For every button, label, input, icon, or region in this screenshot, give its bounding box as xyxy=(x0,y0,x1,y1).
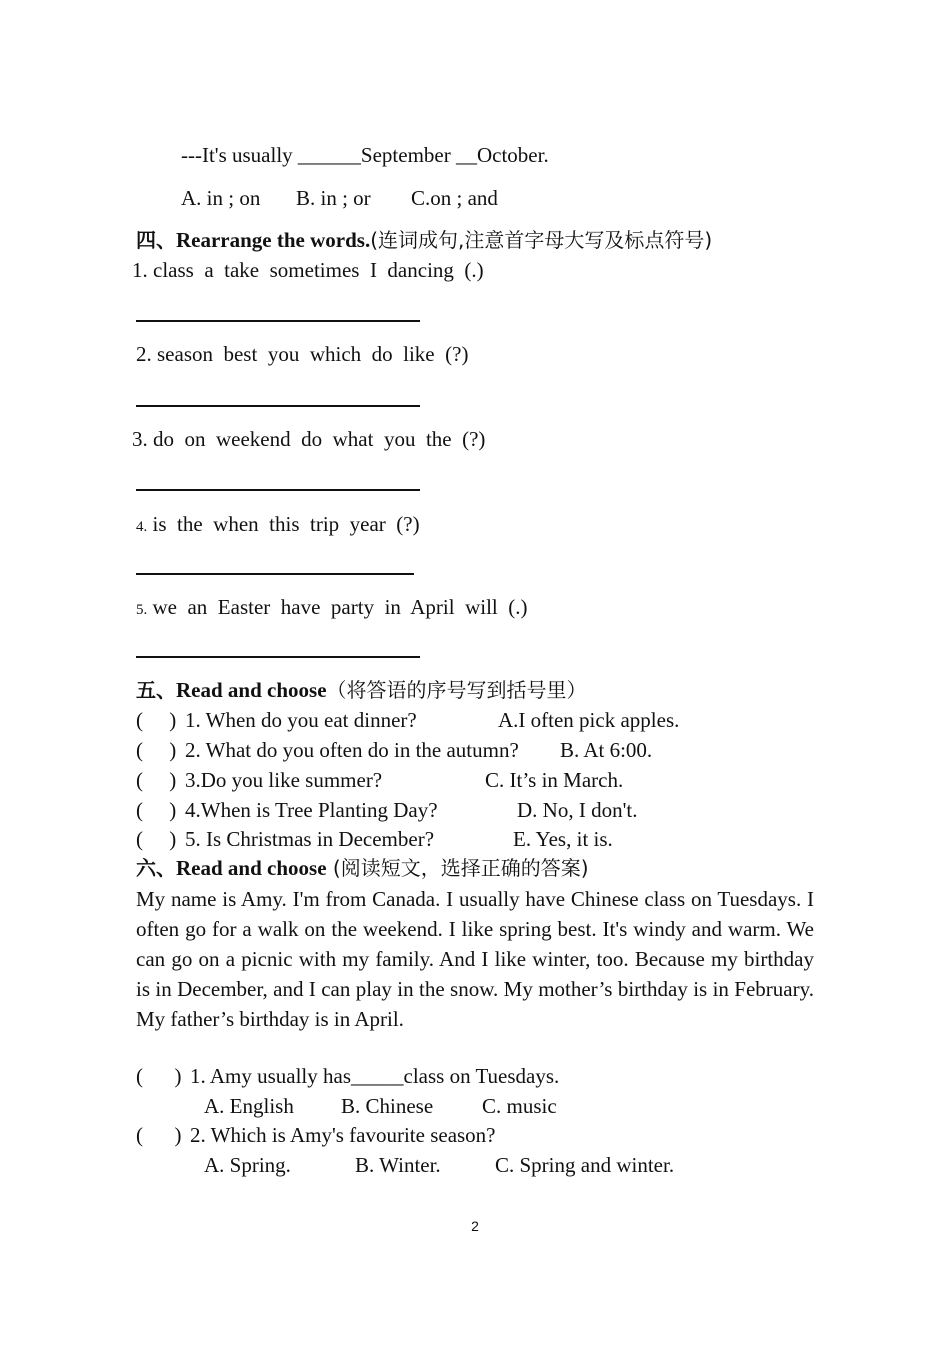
match-answer-c: C. It’s in March. xyxy=(485,768,624,792)
match-question-1: 1. When do you eat dinner? xyxy=(185,708,417,732)
section5-number: 五、 xyxy=(136,678,176,702)
item-number: 4. xyxy=(136,519,148,535)
answer-blank-2[interactable] xyxy=(136,405,420,407)
section6-title: Read and choose xyxy=(176,856,327,880)
rearrange-item-2 xyxy=(136,342,468,366)
reading-q2-option-a: A. Spring. xyxy=(204,1153,291,1177)
match-answer-e: E. Yes, it is. xyxy=(513,827,613,851)
answer-blank-1[interactable] xyxy=(136,320,420,322)
item-words: do on weekend do what you the (?) xyxy=(153,427,486,451)
reading-question-1: 1. Amy usually has_____class on Tuesdays. xyxy=(190,1064,560,1088)
rearrange-item-5 xyxy=(136,595,527,622)
match-bracket-2[interactable]: ( ) xyxy=(136,738,177,762)
item-words: season best you which do like (?) xyxy=(157,342,469,366)
item-words: we an Easter have party in April will (.) xyxy=(152,595,528,619)
match-question-3: 3.Do you like summer? xyxy=(185,768,383,792)
section5-note: （将答语的序号写到括号里） xyxy=(326,678,587,702)
section6-number: 六、 xyxy=(136,856,176,880)
reading-question-2: 2. Which is Amy's favourite season? xyxy=(190,1123,496,1147)
reading-q1-option-a: A. English xyxy=(204,1094,294,1118)
page-number: 2 xyxy=(471,1218,479,1234)
item-words: class a take sometimes I dancing (.) xyxy=(153,258,484,282)
option-c: C.on ; and xyxy=(411,186,498,210)
item-number: 5. xyxy=(136,602,148,618)
option-b: B. in ; or xyxy=(296,186,371,210)
section4-title: Rearrange the words. xyxy=(176,228,371,252)
match-bracket-4[interactable]: ( ) xyxy=(136,798,177,822)
section6-note: (阅读短文，选择正确的答案) xyxy=(326,856,589,880)
section5-heading xyxy=(136,678,587,702)
section5-title: Read and choose xyxy=(176,678,327,702)
match-question-4: 4.When is Tree Planting Day? xyxy=(185,798,438,822)
item-number: 3. xyxy=(132,427,148,451)
match-answer-a: A.I often pick apples. xyxy=(498,708,680,732)
reading-q1-option-c: C. music xyxy=(482,1094,557,1118)
reading-passage: My name is Amy. I'm from Canada. I usually have Chinese class on Tuesdays. I often go for a walk on the weekend. I like spring best. It's windy and warm. We can go on a picnic with my family. And I like winter, too. Because my birthday is in December, and I can play in the snow. My mother’s birthday is in February. My father’s birthday is in April. xyxy=(136,887,814,1031)
item-words: is the when this trip year (?) xyxy=(152,512,420,536)
match-bracket-5[interactable]: ( ) xyxy=(136,827,177,851)
reading-q2-option-b: B. Winter. xyxy=(355,1153,441,1177)
rearrange-item-4 xyxy=(136,512,420,539)
answer-blank-3[interactable] xyxy=(136,489,420,491)
reading-bracket-1[interactable]: ( ) xyxy=(136,1064,182,1088)
answer-blank-4[interactable] xyxy=(136,573,414,575)
reading-bracket-2[interactable]: ( ) xyxy=(136,1123,182,1147)
answer-line: ---It's usually ______September __October. xyxy=(181,143,549,167)
rearrange-item-3 xyxy=(132,427,485,451)
rearrange-item-1 xyxy=(132,258,484,282)
section4-number: 四、 xyxy=(136,228,176,252)
item-number: 2. xyxy=(136,342,152,366)
match-question-2: 2. What do you often do in the autumn? xyxy=(185,738,519,762)
item-number: 1. xyxy=(132,258,148,282)
option-a: A. in ; on xyxy=(181,186,261,210)
match-bracket-3[interactable]: ( ) xyxy=(136,768,177,792)
match-answer-b: B. At 6:00. xyxy=(560,738,653,762)
answer-blank-5[interactable] xyxy=(136,656,420,658)
reading-q1-option-b: B. Chinese xyxy=(341,1094,434,1118)
section6-heading xyxy=(136,856,589,880)
reading-q2-option-c: C. Spring and winter. xyxy=(495,1153,675,1177)
section4-note: (连词成句,注意首字母大写及标点符号) xyxy=(370,228,713,252)
match-answer-d: D. No, I don't. xyxy=(517,798,638,822)
match-bracket-1[interactable]: ( ) xyxy=(136,708,177,732)
section4-heading xyxy=(136,228,712,252)
match-question-5: 5. Is Christmas in December? xyxy=(185,827,435,851)
